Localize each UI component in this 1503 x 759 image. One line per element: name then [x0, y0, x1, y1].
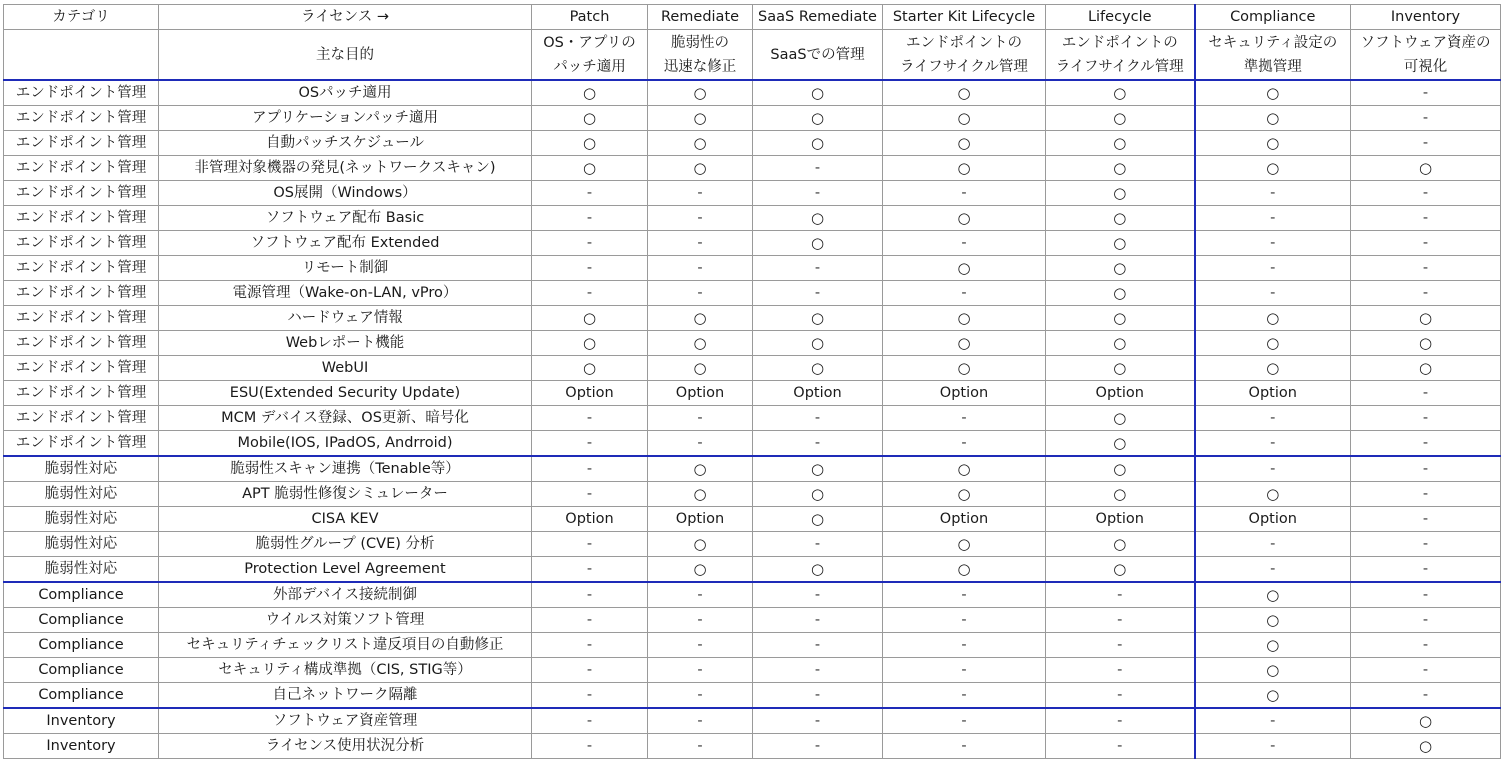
cell-support: - [648, 608, 753, 633]
header-license-arrow: ライセンス → [159, 5, 532, 30]
row-category: エンドポイント管理 [4, 381, 159, 406]
cell-support: - [1351, 482, 1501, 507]
row-category: Inventory [4, 734, 159, 759]
row-category: 脆弱性対応 [4, 482, 159, 507]
cell-support: ○ [753, 557, 883, 583]
cell-support: - [1351, 106, 1501, 131]
cell-support: ○ [753, 131, 883, 156]
cell-support: - [648, 231, 753, 256]
row-category: Compliance [4, 683, 159, 709]
cell-support: - [1195, 734, 1351, 759]
cell-support: ○ [1195, 356, 1351, 381]
row-feature: 脆弱性グループ (CVE) 分析 [159, 532, 532, 557]
cell-support: - [532, 582, 648, 608]
cell-support: ○ [753, 80, 883, 106]
cell-support: - [532, 181, 648, 206]
row-feature: ライセンス使用状況分析 [159, 734, 532, 759]
row-category: エンドポイント管理 [4, 306, 159, 331]
cell-support: - [1351, 532, 1501, 557]
cell-support: - [1195, 181, 1351, 206]
cell-support: ○ [883, 356, 1046, 381]
row-feature: MCM デバイス登録、OS更新、暗号化 [159, 406, 532, 431]
cell-support: ○ [883, 557, 1046, 583]
table-row [4, 80, 1501, 106]
cell-support: ○ [1046, 356, 1195, 381]
cell-support: - [1046, 608, 1195, 633]
row-category: エンドポイント管理 [4, 106, 159, 131]
cell-support: ○ [1046, 231, 1195, 256]
cell-support: - [753, 683, 883, 709]
row-feature: リモート制御 [159, 256, 532, 281]
row-category: エンドポイント管理 [4, 431, 159, 457]
row-feature: OSパッチ適用 [159, 80, 532, 106]
row-category: エンドポイント管理 [4, 131, 159, 156]
table-row [4, 734, 1501, 759]
cell-support: - [648, 181, 753, 206]
row-feature: セキュリティ構成準拠（CIS, STIG等） [159, 658, 532, 683]
cell-support: ○ [1195, 156, 1351, 181]
cell-support: - [532, 532, 648, 557]
row-feature: 非管理対象機器の発見(ネットワークスキャン) [159, 156, 532, 181]
row-feature: ウイルス対策ソフト管理 [159, 608, 532, 633]
cell-support: - [648, 683, 753, 709]
row-category: エンドポイント管理 [4, 231, 159, 256]
header-category-blank [4, 30, 159, 81]
purpose-patch: OS・アプリの パッチ適用 [532, 30, 648, 81]
row-category: エンドポイント管理 [4, 181, 159, 206]
cell-support: - [883, 608, 1046, 633]
cell-support: ○ [1351, 708, 1501, 734]
cell-support: ○ [648, 156, 753, 181]
cell-support: - [753, 633, 883, 658]
cell-support: - [532, 456, 648, 482]
cell-support: ○ [532, 131, 648, 156]
cell-support: ○ [1046, 456, 1195, 482]
cell-support: ○ [1351, 331, 1501, 356]
header-purpose: 主な目的 [159, 30, 532, 81]
cell-support: - [753, 532, 883, 557]
row-feature: アプリケーションパッチ適用 [159, 106, 532, 131]
purpose-compliance: セキュリティ設定の 準拠管理 [1195, 30, 1351, 81]
cell-support: Option [883, 507, 1046, 532]
cell-support: ○ [532, 80, 648, 106]
header-license-patch: Patch [532, 5, 648, 30]
cell-support: ○ [648, 482, 753, 507]
cell-support: - [1351, 608, 1501, 633]
header-row-purpose [4, 30, 1501, 81]
cell-support: ○ [1195, 633, 1351, 658]
cell-support: ○ [532, 356, 648, 381]
row-feature: ソフトウェア資産管理 [159, 708, 532, 734]
cell-support: ○ [1046, 482, 1195, 507]
cell-support: - [1195, 256, 1351, 281]
cell-support: - [532, 206, 648, 231]
purpose-starter-kit-lifecycle: エンドポイントの ライフサイクル管理 [883, 30, 1046, 81]
table-row [4, 381, 1501, 406]
row-feature: OS展開（Windows） [159, 181, 532, 206]
header-license-lifecycle: Lifecycle [1046, 5, 1195, 30]
purpose-saas-remediate: SaaSでの管理 [753, 30, 883, 81]
cell-support: ○ [648, 306, 753, 331]
cell-support: - [1351, 381, 1501, 406]
cell-support: - [753, 658, 883, 683]
cell-support: - [883, 231, 1046, 256]
cell-support: - [1195, 231, 1351, 256]
table-row [4, 406, 1501, 431]
row-feature: APT 脆弱性修復シミュレーター [159, 482, 532, 507]
cell-support: - [1351, 281, 1501, 306]
cell-support: - [1351, 683, 1501, 709]
table-row [4, 708, 1501, 734]
table-row [4, 658, 1501, 683]
cell-support: ○ [1195, 306, 1351, 331]
cell-support: ○ [1195, 331, 1351, 356]
cell-support: - [532, 406, 648, 431]
cell-support: Option [883, 381, 1046, 406]
row-feature: 外部デバイス接続制御 [159, 582, 532, 608]
cell-support: Option [1046, 507, 1195, 532]
row-category: エンドポイント管理 [4, 356, 159, 381]
cell-support: - [1351, 80, 1501, 106]
cell-support: ○ [883, 306, 1046, 331]
header-license-inventory: Inventory [1351, 5, 1501, 30]
cell-support: - [1195, 406, 1351, 431]
cell-support: ○ [753, 331, 883, 356]
cell-support: - [1351, 231, 1501, 256]
cell-support: - [753, 431, 883, 457]
cell-support: - [1195, 456, 1351, 482]
cell-support: - [1351, 131, 1501, 156]
cell-support: - [753, 181, 883, 206]
table-row [4, 206, 1501, 231]
cell-support: - [648, 206, 753, 231]
cell-support: ○ [1046, 557, 1195, 583]
row-feature: Mobile(IOS, IPadOS, Andrroid) [159, 431, 532, 457]
header-license-saas-remediate: SaaS Remediate [753, 5, 883, 30]
cell-support: ○ [1046, 281, 1195, 306]
cell-support: ○ [1195, 131, 1351, 156]
cell-support: - [1046, 734, 1195, 759]
purpose-inventory: ソフトウェア資産の 可視化 [1351, 30, 1501, 81]
cell-support: ○ [648, 532, 753, 557]
cell-support: ○ [1351, 734, 1501, 759]
cell-support: - [883, 658, 1046, 683]
cell-support: - [1351, 507, 1501, 532]
cell-support: ○ [753, 482, 883, 507]
cell-support: - [532, 431, 648, 457]
cell-support: - [532, 683, 648, 709]
cell-support: ○ [532, 306, 648, 331]
cell-support: ○ [1046, 431, 1195, 457]
license-feature-table [3, 4, 1501, 759]
row-feature: 自己ネットワーク隔離 [159, 683, 532, 709]
cell-support: - [1351, 557, 1501, 583]
cell-support: ○ [1195, 482, 1351, 507]
cell-support: - [1195, 532, 1351, 557]
cell-support: ○ [883, 80, 1046, 106]
cell-support: - [753, 708, 883, 734]
cell-support: ○ [648, 80, 753, 106]
cell-support: - [1351, 181, 1501, 206]
cell-support: ○ [883, 106, 1046, 131]
cell-support: ○ [753, 231, 883, 256]
cell-support: - [648, 708, 753, 734]
table-row [4, 608, 1501, 633]
cell-support: ○ [648, 356, 753, 381]
table-row [4, 131, 1501, 156]
cell-support: - [532, 231, 648, 256]
table-row [4, 181, 1501, 206]
cell-support: - [1351, 431, 1501, 457]
header-license-compliance: Compliance [1195, 5, 1351, 30]
table-row [4, 532, 1501, 557]
cell-support: Option [1195, 381, 1351, 406]
cell-support: ○ [883, 156, 1046, 181]
cell-support: ○ [1195, 608, 1351, 633]
table-row [4, 281, 1501, 306]
cell-support: ○ [883, 532, 1046, 557]
cell-support: ○ [1046, 80, 1195, 106]
row-category: エンドポイント管理 [4, 406, 159, 431]
cell-support: - [883, 582, 1046, 608]
cell-support: ○ [1046, 131, 1195, 156]
row-feature: 電源管理（Wake-on-LAN, vPro） [159, 281, 532, 306]
table-row [4, 557, 1501, 583]
purpose-lifecycle: エンドポイントの ライフサイクル管理 [1046, 30, 1195, 81]
cell-support: - [753, 156, 883, 181]
cell-support: ○ [1351, 156, 1501, 181]
cell-support: ○ [1046, 331, 1195, 356]
cell-support: ○ [1195, 106, 1351, 131]
cell-support: - [753, 281, 883, 306]
cell-support: - [1195, 281, 1351, 306]
row-category: Compliance [4, 633, 159, 658]
cell-support: - [648, 281, 753, 306]
cell-support: ○ [1046, 306, 1195, 331]
cell-support: - [1195, 431, 1351, 457]
cell-support: ○ [883, 482, 1046, 507]
row-feature: ESU(Extended Security Update) [159, 381, 532, 406]
cell-support: - [532, 281, 648, 306]
cell-support: Option [532, 381, 648, 406]
cell-support: ○ [1195, 582, 1351, 608]
cell-support: - [532, 708, 648, 734]
table-row [4, 231, 1501, 256]
cell-support: - [648, 582, 753, 608]
cell-support: - [532, 734, 648, 759]
cell-support: ○ [648, 557, 753, 583]
cell-support: ○ [1046, 206, 1195, 231]
cell-support: ○ [532, 106, 648, 131]
table-row [4, 356, 1501, 381]
cell-support: - [883, 708, 1046, 734]
row-category: Inventory [4, 708, 159, 734]
row-feature: ソフトウェア配布 Extended [159, 231, 532, 256]
cell-support: Option [648, 507, 753, 532]
table-row [4, 431, 1501, 457]
cell-support: ○ [1046, 156, 1195, 181]
row-category: Compliance [4, 582, 159, 608]
cell-support: - [648, 658, 753, 683]
cell-support: - [883, 633, 1046, 658]
row-feature: ソフトウェア配布 Basic [159, 206, 532, 231]
cell-support: Option [1046, 381, 1195, 406]
table-row [4, 256, 1501, 281]
cell-support: - [753, 256, 883, 281]
row-category: エンドポイント管理 [4, 331, 159, 356]
cell-support: ○ [1046, 181, 1195, 206]
cell-support: - [753, 734, 883, 759]
cell-support: - [1351, 206, 1501, 231]
cell-support: - [883, 431, 1046, 457]
cell-support: - [883, 181, 1046, 206]
cell-support: ○ [753, 306, 883, 331]
row-category: 脆弱性対応 [4, 532, 159, 557]
cell-support: - [1351, 633, 1501, 658]
cell-support: - [1195, 708, 1351, 734]
cell-support: ○ [753, 106, 883, 131]
row-category: 脆弱性対応 [4, 557, 159, 583]
cell-support: - [1351, 658, 1501, 683]
cell-support: - [532, 608, 648, 633]
cell-support: - [532, 482, 648, 507]
cell-support: - [648, 406, 753, 431]
header-license-remediate: Remediate [648, 5, 753, 30]
cell-support: ○ [1046, 532, 1195, 557]
cell-support: ○ [883, 256, 1046, 281]
table-row [4, 633, 1501, 658]
cell-support: ○ [753, 507, 883, 532]
cell-support: - [1351, 406, 1501, 431]
cell-support: - [883, 281, 1046, 306]
cell-support: Option [1195, 507, 1351, 532]
cell-support: - [1046, 633, 1195, 658]
row-category: エンドポイント管理 [4, 80, 159, 106]
cell-support: ○ [1195, 80, 1351, 106]
cell-support: ○ [883, 131, 1046, 156]
cell-support: - [1195, 557, 1351, 583]
cell-support: - [648, 431, 753, 457]
table-row [4, 331, 1501, 356]
cell-support: ○ [883, 456, 1046, 482]
cell-support: - [648, 633, 753, 658]
cell-support: - [1046, 658, 1195, 683]
cell-support: ○ [1195, 658, 1351, 683]
cell-support: - [648, 734, 753, 759]
row-category: エンドポイント管理 [4, 281, 159, 306]
cell-support: ○ [753, 356, 883, 381]
row-feature: セキュリティチェックリスト違反項目の自動修正 [159, 633, 532, 658]
cell-support: ○ [883, 331, 1046, 356]
cell-support: ○ [883, 206, 1046, 231]
row-feature: CISA KEV [159, 507, 532, 532]
cell-support: - [532, 256, 648, 281]
row-feature: 脆弱性スキャン連携（Tenable等） [159, 456, 532, 482]
row-feature: Protection Level Agreement [159, 557, 532, 583]
row-category: エンドポイント管理 [4, 156, 159, 181]
table-row [4, 683, 1501, 709]
cell-support: - [753, 582, 883, 608]
row-feature: Webレポート機能 [159, 331, 532, 356]
table-row [4, 156, 1501, 181]
cell-support: - [1046, 582, 1195, 608]
cell-support: Option [532, 507, 648, 532]
table-row [4, 507, 1501, 532]
table-row [4, 582, 1501, 608]
cell-support: - [1195, 206, 1351, 231]
cell-support: ○ [1351, 306, 1501, 331]
cell-support: ○ [532, 156, 648, 181]
purpose-remediate: 脆弱性の 迅速な修正 [648, 30, 753, 81]
row-category: 脆弱性対応 [4, 456, 159, 482]
header-row-license [4, 5, 1501, 30]
row-feature: 自動パッチスケジュール [159, 131, 532, 156]
cell-support: ○ [1046, 106, 1195, 131]
table-row [4, 456, 1501, 482]
cell-support: Option [648, 381, 753, 406]
cell-support: ○ [1195, 683, 1351, 709]
cell-support: - [883, 734, 1046, 759]
cell-support: - [1351, 456, 1501, 482]
table-row [4, 482, 1501, 507]
cell-support: - [1351, 256, 1501, 281]
row-category: エンドポイント管理 [4, 256, 159, 281]
cell-support: ○ [1046, 256, 1195, 281]
cell-support: ○ [648, 331, 753, 356]
row-category: Compliance [4, 658, 159, 683]
row-category: 脆弱性対応 [4, 507, 159, 532]
cell-support: ○ [753, 206, 883, 231]
cell-support: - [753, 406, 883, 431]
cell-support: ○ [648, 456, 753, 482]
row-feature: WebUI [159, 356, 532, 381]
header-category: カテゴリ [4, 5, 159, 30]
row-category: Compliance [4, 608, 159, 633]
cell-support: - [1351, 582, 1501, 608]
row-feature: ハードウェア情報 [159, 306, 532, 331]
cell-support: ○ [648, 106, 753, 131]
cell-support: ○ [1046, 406, 1195, 431]
cell-support: - [532, 633, 648, 658]
cell-support: - [648, 256, 753, 281]
cell-support: - [883, 683, 1046, 709]
row-category: エンドポイント管理 [4, 206, 159, 231]
cell-support: ○ [532, 331, 648, 356]
cell-support: ○ [1351, 356, 1501, 381]
cell-support: ○ [753, 456, 883, 482]
cell-support: - [1046, 708, 1195, 734]
table-row [4, 306, 1501, 331]
table-row [4, 106, 1501, 131]
cell-support: - [1046, 683, 1195, 709]
cell-support: - [883, 406, 1046, 431]
cell-support: - [532, 658, 648, 683]
cell-support: Option [753, 381, 883, 406]
cell-support: ○ [648, 131, 753, 156]
cell-support: - [532, 557, 648, 583]
cell-support: - [753, 608, 883, 633]
header-license-starter-kit-lifecycle: Starter Kit Lifecycle [883, 5, 1046, 30]
